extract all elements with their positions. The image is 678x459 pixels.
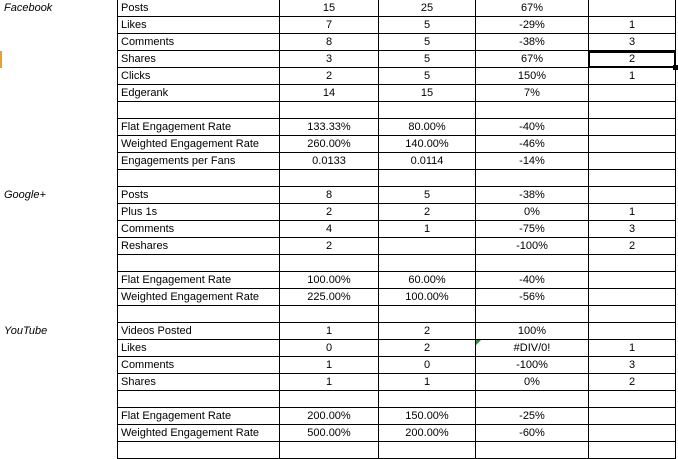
value-period-2[interactable]: 100.00% <box>378 289 475 306</box>
percent-change[interactable]: -75% <box>475 221 588 238</box>
value-period-1[interactable]: 3 <box>279 51 378 68</box>
empty-cell[interactable] <box>117 442 279 459</box>
rank-cell[interactable]: 1 <box>588 68 676 85</box>
empty-cell[interactable] <box>588 306 676 323</box>
section-label: Facebook <box>4 2 53 14</box>
percent-change[interactable]: 7% <box>475 85 588 102</box>
value-period-1[interactable]: 225.00% <box>279 289 378 306</box>
empty-cell[interactable] <box>588 102 676 119</box>
percent-change[interactable]: -40% <box>475 272 588 289</box>
table-row[interactable] <box>0 221 678 238</box>
row-label[interactable]: Posts <box>117 187 279 204</box>
empty-cell[interactable] <box>475 442 588 459</box>
blank-row[interactable] <box>0 255 678 272</box>
row-label[interactable]: Shares <box>117 374 279 391</box>
empty-cell[interactable] <box>475 391 588 408</box>
table-row[interactable] <box>0 340 678 357</box>
rank-cell[interactable]: 1 <box>588 204 676 221</box>
table-row[interactable] <box>0 153 678 170</box>
rank-cell[interactable]: 1 <box>588 17 676 34</box>
percent-change[interactable]: 0% <box>475 204 588 221</box>
empty-cell[interactable] <box>279 102 378 119</box>
table-row[interactable] <box>0 374 678 391</box>
table-row[interactable] <box>0 17 678 34</box>
percent-change[interactable]: -40% <box>475 119 588 136</box>
value-period-2[interactable]: 5 <box>378 51 475 68</box>
table-row[interactable] <box>0 238 678 255</box>
row-label[interactable]: Comments <box>117 357 279 374</box>
empty-cell[interactable] <box>378 255 475 272</box>
empty-cell[interactable] <box>279 391 378 408</box>
rank-cell[interactable] <box>588 136 676 153</box>
row-highlight-marker <box>0 51 2 68</box>
rank-cell[interactable]: 2 <box>588 374 676 391</box>
blank-row[interactable] <box>0 442 678 459</box>
empty-cell[interactable] <box>475 306 588 323</box>
row-label[interactable]: Clicks <box>117 68 279 85</box>
percent-change[interactable]: -46% <box>475 136 588 153</box>
empty-cell[interactable] <box>588 170 676 187</box>
empty-cell[interactable] <box>588 255 676 272</box>
value-period-2[interactable]: 25 <box>378 0 475 17</box>
value-period-1[interactable]: 1 <box>279 323 378 340</box>
rank-cell[interactable] <box>588 425 676 442</box>
rank-cell[interactable]: 3 <box>588 34 676 51</box>
error-indicator-icon <box>476 340 481 345</box>
table-row[interactable] <box>0 0 678 17</box>
percent-change[interactable]: 67% <box>475 51 588 68</box>
value-period-2[interactable]: 0.0114 <box>378 153 475 170</box>
rank-cell[interactable]: 1 <box>588 340 676 357</box>
percent-change[interactable]: -29% <box>475 17 588 34</box>
value-period-2[interactable]: 5 <box>378 68 475 85</box>
row-label[interactable]: Engagements per Fans <box>117 153 279 170</box>
empty-cell[interactable] <box>279 442 378 459</box>
value-period-1[interactable]: 133.33% <box>279 119 378 136</box>
table-row[interactable] <box>0 425 678 442</box>
table-row[interactable] <box>0 187 678 204</box>
row-label[interactable]: Likes <box>117 340 279 357</box>
rank-cell[interactable] <box>588 153 676 170</box>
table-row[interactable] <box>0 289 678 306</box>
value-period-1[interactable]: 15 <box>279 0 378 17</box>
section-label: YouTube <box>4 325 48 337</box>
value-period-1[interactable]: 2 <box>279 238 378 255</box>
row-label[interactable]: Posts <box>117 0 279 17</box>
rank-cell[interactable]: 3 <box>588 221 676 238</box>
percent-change[interactable]: 0% <box>475 374 588 391</box>
rank-cell[interactable]: 2 <box>588 238 676 255</box>
value-period-1[interactable]: 0.0133 <box>279 153 378 170</box>
value-period-1[interactable]: 260.00% <box>279 136 378 153</box>
row-label[interactable]: Flat Engagement Rate <box>117 272 279 289</box>
table-row[interactable] <box>0 272 678 289</box>
rank-cell[interactable] <box>588 323 676 340</box>
empty-cell[interactable] <box>475 255 588 272</box>
value-period-1[interactable]: 1 <box>279 374 378 391</box>
empty-cell[interactable] <box>279 255 378 272</box>
value-period-2[interactable]: 140.00% <box>378 136 475 153</box>
empty-cell[interactable] <box>279 306 378 323</box>
value-period-2[interactable]: 0 <box>378 357 475 374</box>
row-label[interactable]: Videos Posted <box>117 323 279 340</box>
row-label[interactable]: Weighted Engagement Rate <box>117 289 279 306</box>
value-period-2[interactable]: 80.00% <box>378 119 475 136</box>
row-label[interactable]: Flat Engagement Rate <box>117 408 279 425</box>
percent-change[interactable]: #DIV/0! <box>475 340 588 357</box>
value-period-2[interactable]: 5 <box>378 17 475 34</box>
percent-change[interactable]: -100% <box>475 238 588 255</box>
value-period-2[interactable]: 2 <box>378 204 475 221</box>
row-label[interactable]: Reshares <box>117 238 279 255</box>
row-label[interactable]: Flat Engagement Rate <box>117 119 279 136</box>
table-row[interactable] <box>0 119 678 136</box>
empty-cell[interactable] <box>117 255 279 272</box>
value-period-1[interactable]: 14 <box>279 85 378 102</box>
rank-cell[interactable] <box>588 408 676 425</box>
blank-row[interactable] <box>0 306 678 323</box>
section-label: Google+ <box>4 189 46 201</box>
value-period-2[interactable]: 2 <box>378 340 475 357</box>
rank-cell[interactable] <box>588 289 676 306</box>
value-period-1[interactable]: 500.00% <box>279 425 378 442</box>
percent-change[interactable]: -25% <box>475 408 588 425</box>
value-period-1[interactable]: 2 <box>279 204 378 221</box>
row-label[interactable]: Comments <box>117 221 279 238</box>
percent-change[interactable]: 100% <box>475 323 588 340</box>
empty-cell[interactable] <box>117 170 279 187</box>
empty-cell[interactable] <box>475 102 588 119</box>
selected-cell[interactable]: 2 <box>588 51 676 68</box>
empty-cell[interactable] <box>117 306 279 323</box>
blank-row[interactable] <box>0 102 678 119</box>
empty-cell[interactable] <box>378 306 475 323</box>
value-period-2[interactable]: 1 <box>378 374 475 391</box>
value-period-1[interactable]: 2 <box>279 68 378 85</box>
value-period-1[interactable]: 7 <box>279 17 378 34</box>
value-period-1[interactable]: 100.00% <box>279 272 378 289</box>
rank-cell[interactable] <box>588 119 676 136</box>
percent-change[interactable]: -56% <box>475 289 588 306</box>
row-label[interactable]: Likes <box>117 17 279 34</box>
table-row[interactable] <box>0 51 678 68</box>
row-label[interactable]: Weighted Engagement Rate <box>117 425 279 442</box>
blank-row[interactable] <box>0 391 678 408</box>
blank-row[interactable] <box>0 170 678 187</box>
percent-change[interactable]: -38% <box>475 187 588 204</box>
value-period-2[interactable]: 15 <box>378 85 475 102</box>
row-label[interactable]: Plus 1s <box>117 204 279 221</box>
empty-cell[interactable] <box>378 442 475 459</box>
value-period-1[interactable]: 8 <box>279 187 378 204</box>
table-row[interactable] <box>0 323 678 340</box>
table-row[interactable] <box>0 408 678 425</box>
rank-cell[interactable]: 3 <box>588 357 676 374</box>
empty-cell[interactable] <box>475 170 588 187</box>
empty-cell[interactable] <box>117 391 279 408</box>
value-period-1[interactable]: 0 <box>279 340 378 357</box>
value-period-1[interactable]: 1 <box>279 357 378 374</box>
rank-cell[interactable] <box>588 0 676 17</box>
table-row[interactable] <box>0 34 678 51</box>
rank-cell[interactable] <box>588 272 676 289</box>
empty-cell[interactable] <box>117 102 279 119</box>
value-period-2[interactable]: 2 <box>378 323 475 340</box>
percent-change[interactable]: 67% <box>475 0 588 17</box>
percent-change[interactable]: -100% <box>475 357 588 374</box>
row-label[interactable]: Weighted Engagement Rate <box>117 136 279 153</box>
percent-change[interactable]: 150% <box>475 68 588 85</box>
empty-cell[interactable] <box>378 391 475 408</box>
percent-change[interactable]: -60% <box>475 425 588 442</box>
value-period-1[interactable]: 8 <box>279 34 378 51</box>
value-period-1[interactable]: 200.00% <box>279 408 378 425</box>
empty-cell[interactable] <box>378 102 475 119</box>
row-label[interactable]: Shares <box>117 51 279 68</box>
value-period-1[interactable]: 4 <box>279 221 378 238</box>
table-row[interactable] <box>0 136 678 153</box>
rank-cell[interactable] <box>588 85 676 102</box>
value-period-2[interactable]: 60.00% <box>378 272 475 289</box>
empty-cell[interactable] <box>279 170 378 187</box>
value-period-2[interactable]: 150.00% <box>378 408 475 425</box>
value-period-2[interactable]: 1 <box>378 221 475 238</box>
value-period-2[interactable] <box>378 238 475 255</box>
value-period-2[interactable]: 200.00% <box>378 425 475 442</box>
percent-change[interactable]: -14% <box>475 153 588 170</box>
empty-cell[interactable] <box>378 170 475 187</box>
table-row[interactable] <box>0 204 678 221</box>
row-label[interactable]: Edgerank <box>117 85 279 102</box>
row-label[interactable]: Comments <box>117 34 279 51</box>
empty-cell[interactable] <box>588 442 676 459</box>
table-row[interactable] <box>0 68 678 85</box>
percent-change[interactable]: -38% <box>475 34 588 51</box>
table-row[interactable] <box>0 357 678 374</box>
empty-cell[interactable] <box>588 391 676 408</box>
rank-cell[interactable] <box>588 187 676 204</box>
value-period-2[interactable]: 5 <box>378 187 475 204</box>
value-period-2[interactable]: 5 <box>378 34 475 51</box>
table-row[interactable] <box>0 85 678 102</box>
